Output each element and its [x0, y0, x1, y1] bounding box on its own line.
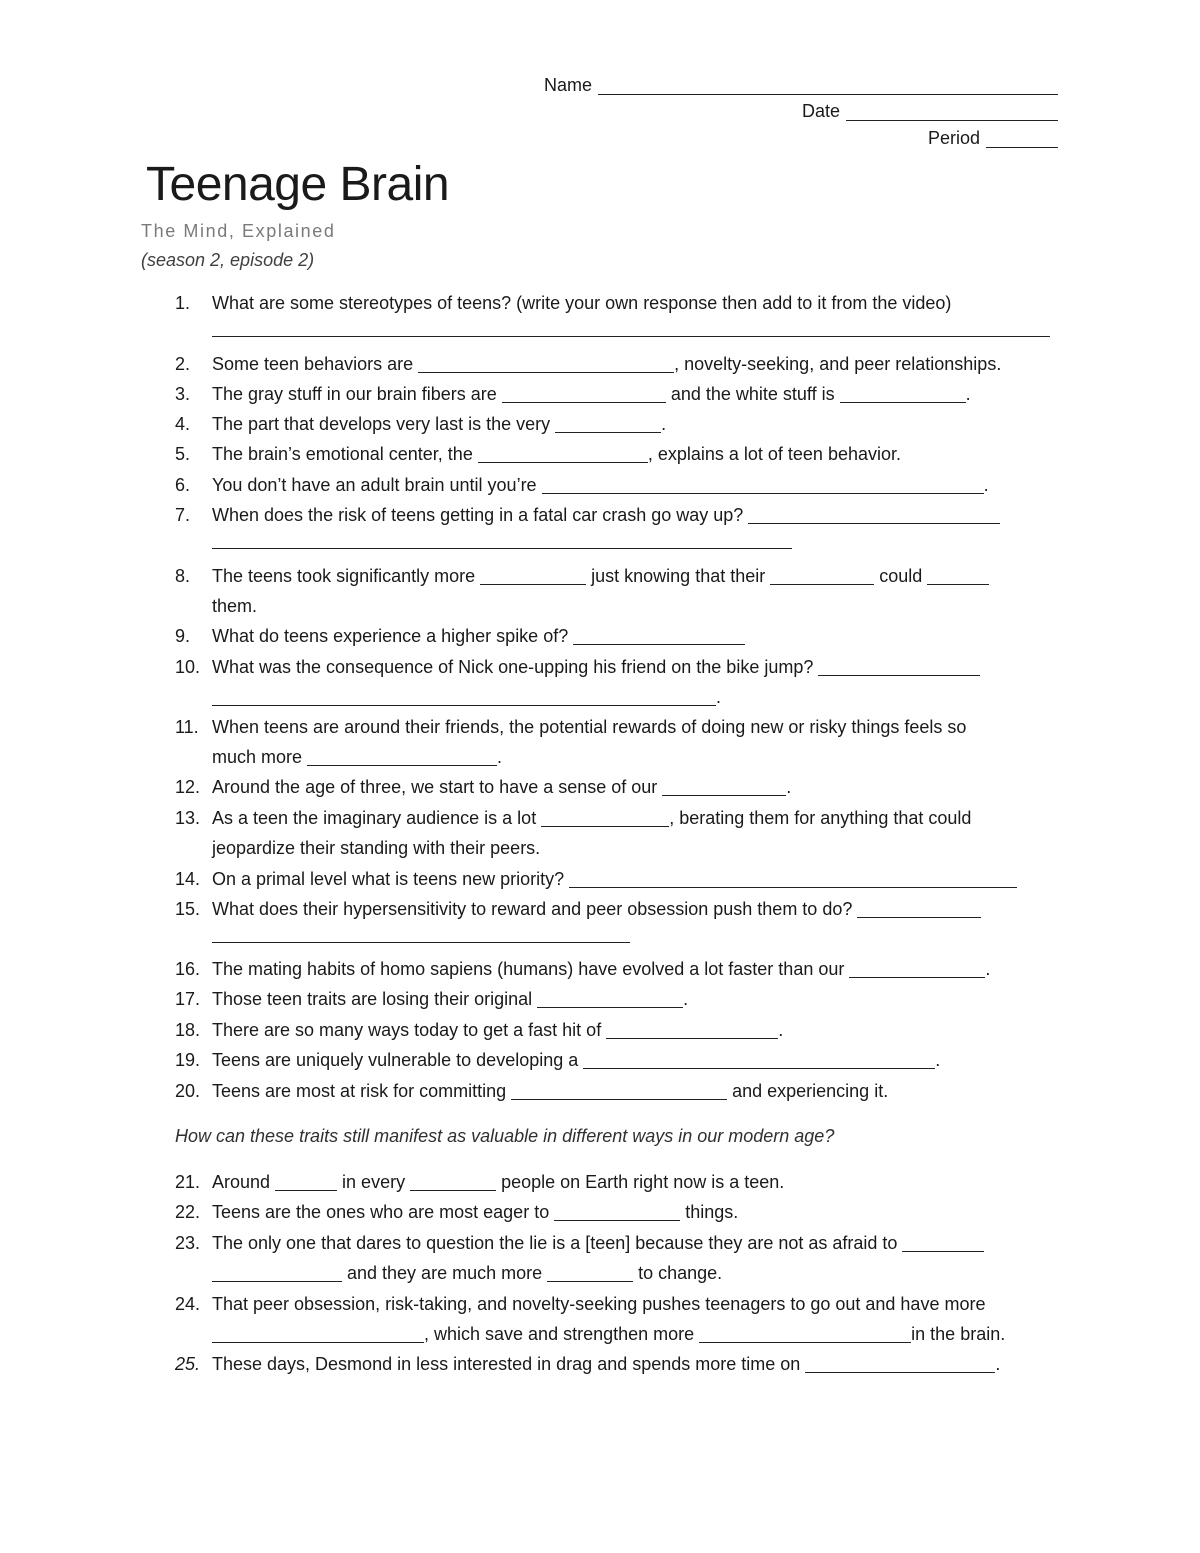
answer-blank[interactable] — [410, 1171, 496, 1191]
question-text: things. — [680, 1202, 739, 1222]
answer-blank[interactable] — [927, 565, 989, 585]
question-text: . — [985, 959, 991, 979]
answer-blank[interactable] — [662, 776, 786, 796]
answer-blank[interactable] — [569, 868, 1017, 888]
answer-blank[interactable] — [583, 1049, 935, 1069]
reflection-prompt: How can these traits still manifest as valuable in different ways in our modern age? — [175, 1126, 835, 1146]
answer-blank[interactable] — [212, 1262, 342, 1282]
question-text: jeopardize their standing with their peers. — [212, 838, 541, 859]
question-number: 17. — [175, 989, 201, 1009]
period-blank[interactable] — [986, 129, 1058, 148]
answer-blank[interactable] — [212, 318, 1050, 337]
question-text: . — [935, 1050, 941, 1070]
answer-blank[interactable] — [818, 656, 980, 676]
answer-blank[interactable] — [275, 1171, 337, 1191]
period-label: Period — [927, 128, 980, 148]
answer-blank[interactable] — [840, 383, 966, 403]
question-text: What was the consequence of Nick one-upping his friend on the bike jump? — [212, 657, 819, 677]
answer-blank[interactable] — [212, 686, 716, 706]
question-number: 22. — [175, 1202, 201, 1222]
answer-blank[interactable] — [554, 1201, 680, 1221]
answer-blank[interactable] — [857, 898, 981, 918]
question-number: 2. — [175, 354, 191, 374]
name-blank[interactable] — [598, 76, 1058, 95]
question-text: to change. — [633, 1263, 723, 1284]
answer-blank[interactable] — [480, 565, 586, 585]
answer-blank[interactable] — [770, 565, 874, 585]
question-number: 9. — [175, 626, 191, 646]
answer-blank[interactable] — [849, 958, 985, 978]
question-text: These days, Desmond in less interested in drag and spends more time on — [212, 1354, 806, 1374]
question-text: What does their hypersensitivity to reward and peer obsession push them to do? — [212, 899, 858, 919]
question-number: 10. — [175, 657, 201, 677]
question-text: much more — [212, 747, 308, 768]
question-number: 6. — [175, 475, 191, 495]
answer-blank[interactable] — [547, 1262, 633, 1282]
answer-blank[interactable] — [502, 383, 666, 403]
period-field[interactable] — [928, 127, 1058, 149]
question-text: in the brain. — [911, 1324, 1006, 1345]
answer-blank[interactable] — [212, 924, 630, 943]
question-number: 24. — [175, 1294, 201, 1314]
question-text: The teens took significantly more — [212, 566, 481, 586]
question-number: 23. — [175, 1233, 201, 1253]
question-text: Some teen behaviors are — [212, 354, 419, 374]
question-text: , which save and strengthen more — [424, 1324, 700, 1345]
question-text: , berating them for anything that could — [669, 808, 972, 828]
question-text: just knowing that their — [586, 566, 771, 586]
question-text: The brain’s emotional center, the — [212, 444, 478, 464]
question-text: , explains a lot of teen behavior. — [647, 444, 901, 464]
page-title: Teenage Brain — [146, 158, 450, 211]
date-label: Date — [801, 101, 840, 121]
question-number: 4. — [175, 414, 191, 434]
question-text: Around — [212, 1172, 276, 1192]
question-number: 12. — [175, 777, 201, 797]
date-blank[interactable] — [846, 102, 1058, 121]
episode-label: (season 2, episode 2) — [141, 250, 315, 270]
question-text: . — [497, 747, 503, 768]
answer-blank[interactable] — [699, 1323, 911, 1343]
answer-blank[interactable] — [606, 1019, 778, 1039]
question-number: 16. — [175, 959, 201, 979]
page-subtitle: The Mind, Explained — [141, 221, 336, 241]
answer-blank[interactable] — [537, 988, 683, 1008]
question-number: 11. — [175, 717, 199, 737]
question-text: could — [874, 566, 928, 586]
question-text: . — [716, 687, 722, 708]
question-number: 25. — [175, 1354, 201, 1374]
question-text: Teens are most at risk for committing — [212, 1081, 512, 1101]
answer-blank[interactable] — [212, 530, 792, 549]
question-number: 15. — [175, 899, 201, 919]
question-text: What are some stereotypes of teens? (write your own response then add to it from the video) — [212, 293, 952, 313]
question-number: 20. — [175, 1081, 201, 1101]
answer-blank[interactable] — [542, 474, 984, 494]
answer-blank[interactable] — [748, 504, 1000, 524]
answer-blank[interactable] — [511, 1080, 727, 1100]
question-text: The part that develops very last is the very — [212, 414, 556, 434]
question-number: 18. — [175, 1020, 201, 1040]
question-text: You don’t have an adult brain until you’re — [212, 475, 542, 495]
question-text: people on Earth right now is a teen. — [496, 1172, 785, 1192]
answer-blank[interactable] — [573, 625, 745, 645]
question-text: Those teen traits are losing their original — [212, 989, 538, 1009]
question-number: 21. — [175, 1172, 201, 1192]
question-text: . — [778, 1020, 784, 1040]
question-number: 3. — [175, 384, 191, 404]
answer-blank[interactable] — [307, 746, 497, 766]
question-text: . — [965, 384, 971, 404]
question-text: and the white stuff is — [665, 384, 840, 404]
question-text: As a teen the imaginary audience is a lot — [212, 808, 542, 828]
question-text: Teens are uniquely vulnerable to developing a — [212, 1050, 584, 1070]
question-text: That peer obsession, risk-taking, and novelty-seeking pushes teenagers to go out and have more — [212, 1294, 986, 1314]
question-number: 7. — [175, 505, 191, 525]
question-text: Teens are the ones who are most eager to — [212, 1202, 555, 1222]
question-text: The only one that dares to question the lie is a [teen] because they are not as afraid to — [212, 1233, 903, 1253]
question-number: 1. — [175, 293, 191, 313]
answer-blank[interactable] — [478, 443, 648, 463]
question-text: . — [995, 1354, 1001, 1374]
question-text: , novelty-seeking, and peer relationships. — [674, 354, 1002, 374]
answer-blank[interactable] — [212, 1323, 424, 1343]
question-text: There are so many ways today to get a fast hit of — [212, 1020, 607, 1040]
question-text: . — [786, 777, 792, 797]
answer-blank[interactable] — [418, 353, 674, 373]
question-text: When teens are around their friends, the potential rewards of doing new or risky things feels so — [212, 717, 967, 737]
answer-blank[interactable] — [902, 1232, 984, 1252]
question-number: 14. — [175, 869, 201, 889]
question-text: Around the age of three, we start to have a sense of our — [212, 777, 663, 797]
question-number: 19. — [175, 1050, 201, 1070]
question-number: 8. — [175, 566, 191, 586]
question-text: in every — [337, 1172, 411, 1192]
question-text: and they are much more — [342, 1263, 548, 1284]
question-text: When does the risk of teens getting in a fatal car crash go way up? — [212, 505, 749, 525]
question-text: and experiencing it. — [727, 1081, 889, 1101]
question-text: . — [683, 989, 689, 1009]
answer-blank[interactable] — [555, 413, 661, 433]
question-text: The gray stuff in our brain fibers are — [212, 384, 502, 404]
question-text: . — [661, 414, 667, 434]
question-number: 5. — [175, 444, 191, 464]
date-field[interactable] — [802, 100, 1058, 122]
question-number: 13. — [175, 808, 201, 828]
name-label: Name — [543, 75, 592, 95]
question-text: On a primal level what is teens new priority? — [212, 869, 570, 889]
question-text: . — [983, 475, 989, 495]
name-field[interactable] — [544, 74, 1058, 96]
question-text: them. — [212, 596, 258, 617]
answer-blank[interactable] — [541, 807, 669, 827]
question-text: What do teens experience a higher spike of? — [212, 626, 574, 646]
answer-blank[interactable] — [805, 1353, 995, 1373]
question-text: The mating habits of homo sapiens (humans) have evolved a lot faster than our — [212, 959, 850, 979]
